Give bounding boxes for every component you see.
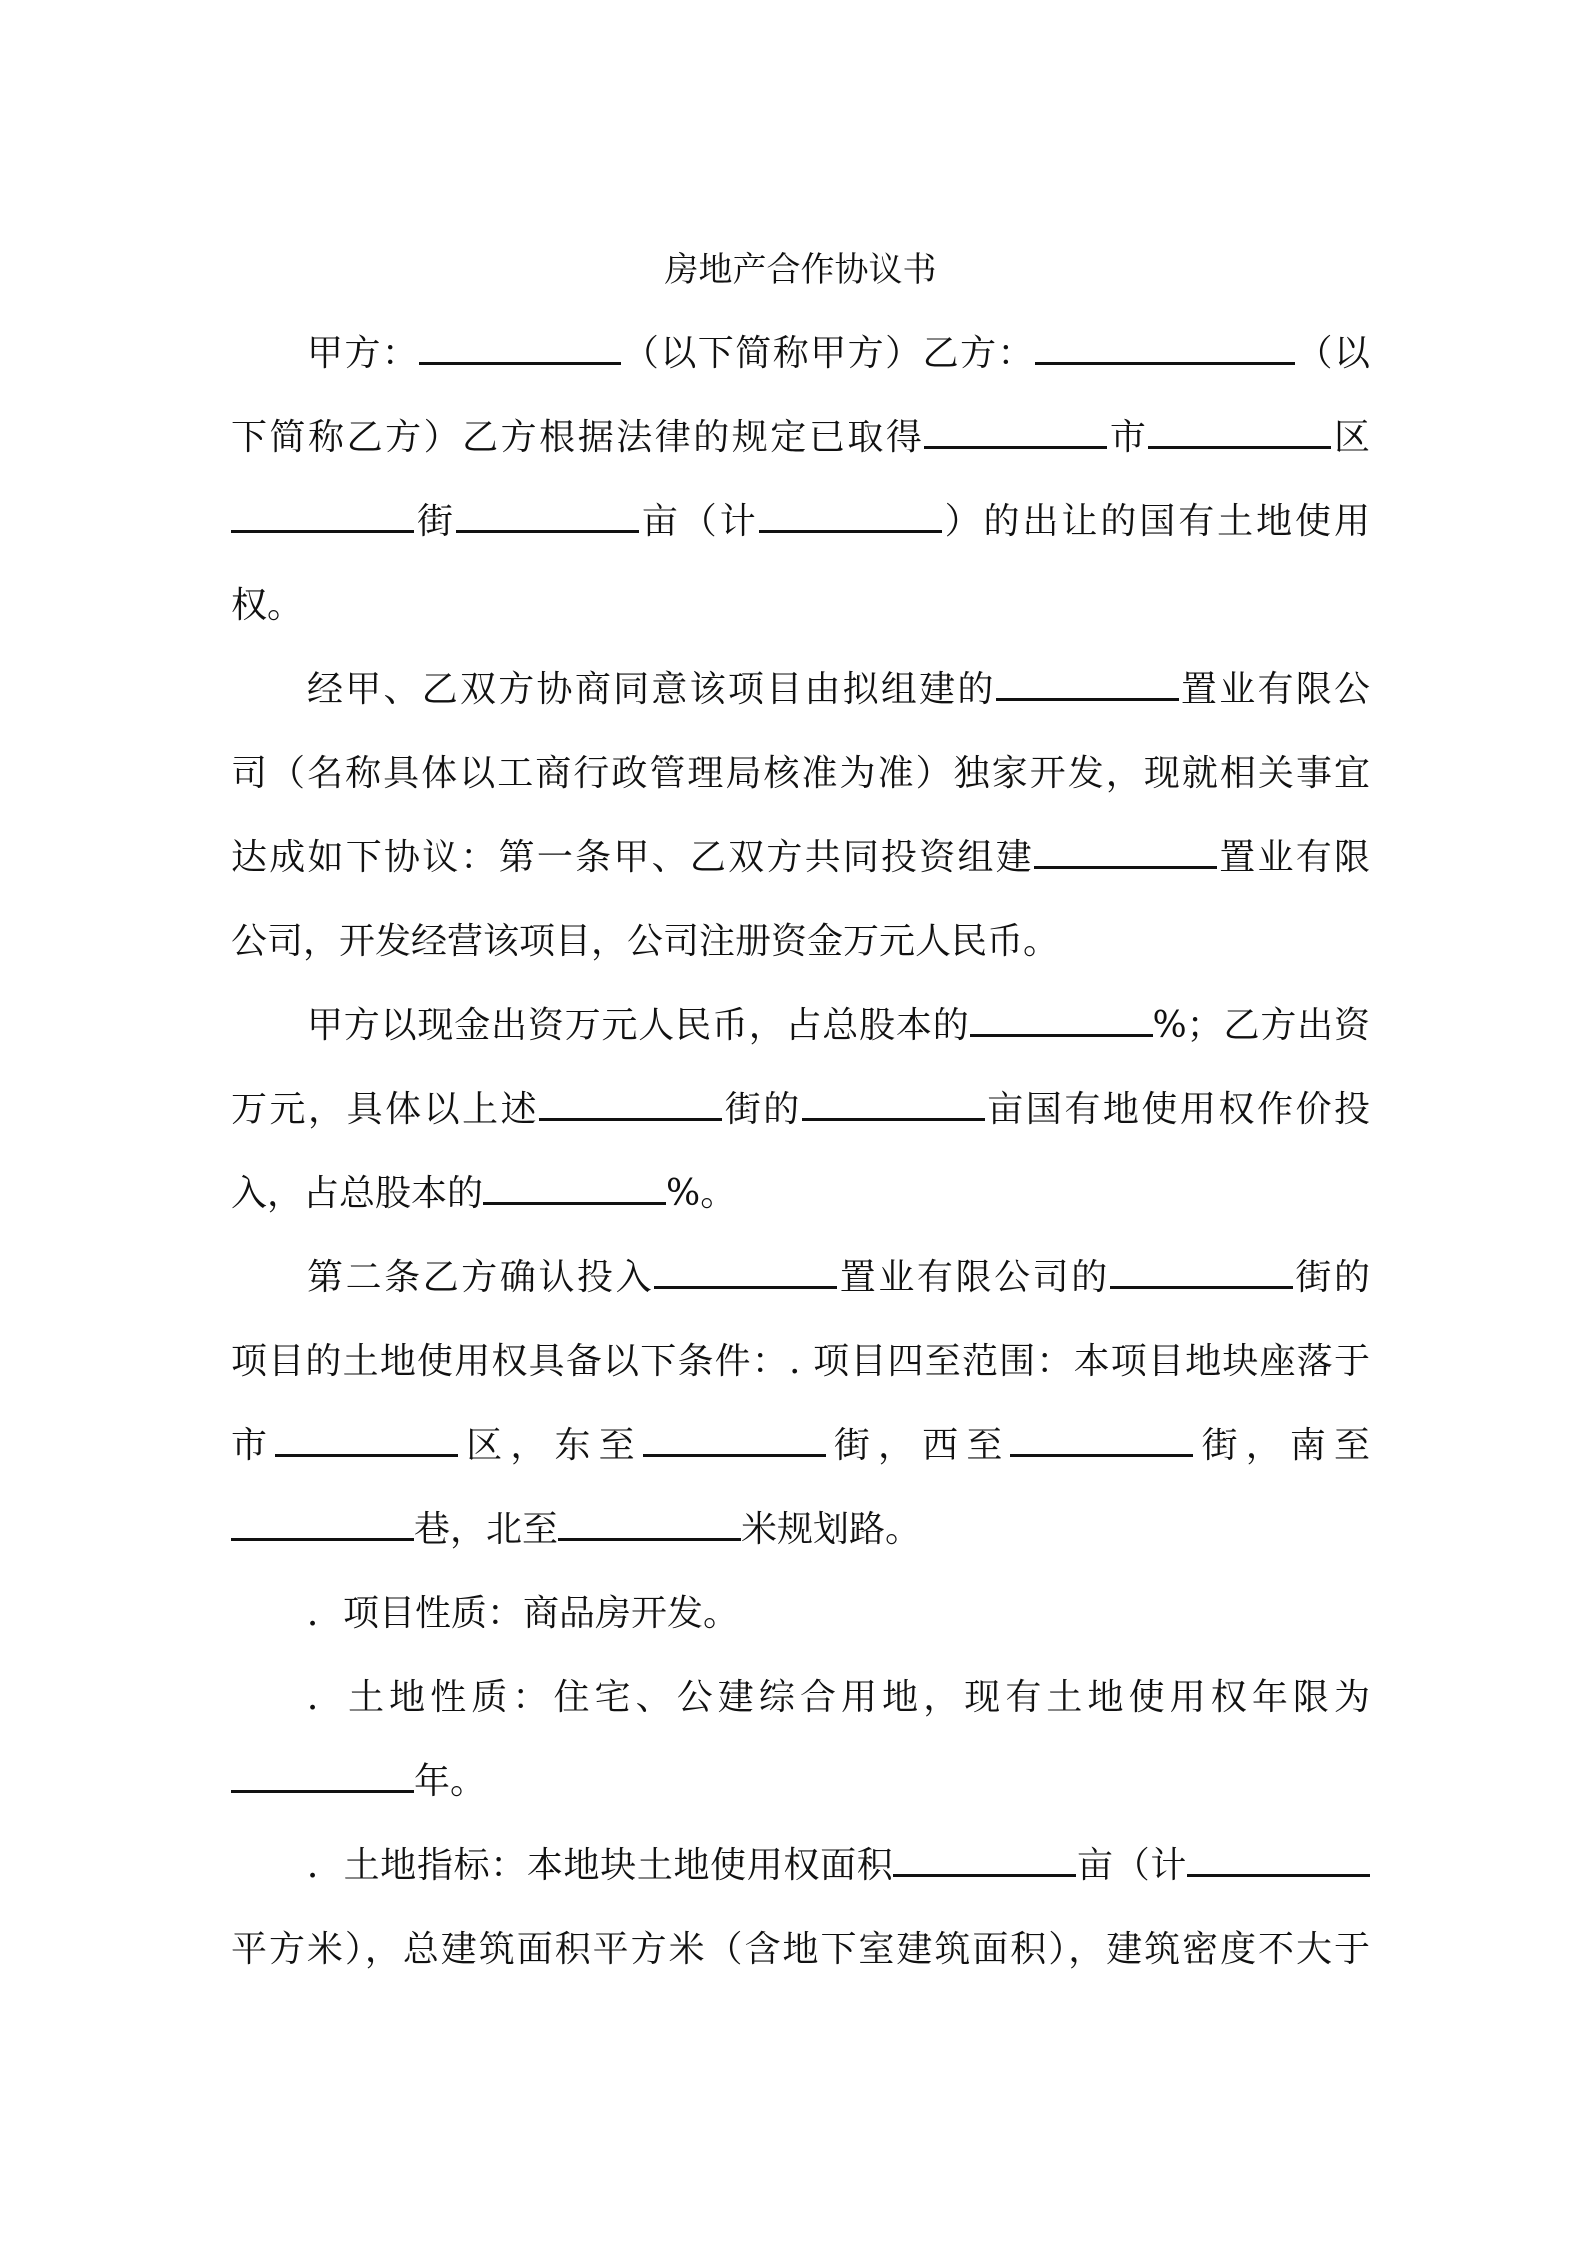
- text-line: [231, 816, 1370, 900]
- text-line: [231, 648, 1370, 732]
- text-segment: %。: [666, 1173, 737, 1214]
- text-line: [231, 1488, 1370, 1572]
- fill-in-blank: [970, 1004, 1153, 1037]
- text-line: [231, 396, 1370, 480]
- text-line: [231, 1404, 1370, 1488]
- text-segment: 巷，北至: [414, 1509, 559, 1550]
- text-segment: 区: [1331, 417, 1370, 458]
- text-segment: 第二条乙方确认投入: [307, 1257, 655, 1298]
- text-segment: %；乙方出资: [1152, 1005, 1370, 1046]
- fill-in-blank: [893, 1844, 1076, 1877]
- text-segment: 公司，开发经营该项目，公司注册资金万元人民币。: [231, 921, 1060, 962]
- text-segment: 亩（计: [638, 501, 759, 542]
- fill-in-blank: [654, 1256, 837, 1289]
- text-segment: 达成如下协议：第一条甲、乙双方共同投资组建: [231, 837, 1035, 878]
- text-segment: 街的: [1292, 1257, 1370, 1298]
- text-segment: 区，东至: [458, 1425, 643, 1466]
- text-segment: （以下简称甲方）乙方：: [621, 333, 1036, 374]
- fill-in-blank: [231, 1508, 414, 1541]
- fill-in-blank: [1187, 1844, 1370, 1877]
- fill-in-blank: [419, 332, 621, 365]
- text-segment: ．土地指标：本地块土地使用权面积: [307, 1845, 894, 1886]
- fill-in-blank: [643, 1424, 826, 1457]
- fill-in-blank: [759, 500, 942, 533]
- fill-in-blank: [1110, 1256, 1293, 1289]
- text-segment: 年。: [414, 1761, 487, 1802]
- text-segment: 街，南至: [1193, 1425, 1370, 1466]
- document-title: 房地产合作协议书: [664, 250, 937, 290]
- text-segment: 经甲、乙双方协商同意该项目由拟组建的: [307, 669, 996, 710]
- text-line: [231, 1824, 1370, 1908]
- fill-in-blank: [1035, 332, 1295, 365]
- fill-in-blank: [558, 1508, 741, 1541]
- text-line: [231, 984, 1370, 1068]
- text-line: [231, 564, 1370, 648]
- fill-in-blank: [802, 1088, 985, 1121]
- text-line: [231, 1236, 1370, 1320]
- fill-in-blank: [1010, 1424, 1193, 1457]
- text-line: [231, 732, 1370, 816]
- text-segment: 亩国有地使用权作价投: [984, 1089, 1370, 1130]
- text-segment: ）的出让的国有土地使用: [941, 501, 1370, 542]
- fill-in-blank: [275, 1424, 458, 1457]
- text-line: [231, 1068, 1370, 1152]
- fill-in-blank: [539, 1088, 722, 1121]
- text-line: [231, 900, 1370, 984]
- text-line: [231, 1152, 1370, 1236]
- text-segment: 街，西至: [825, 1425, 1011, 1466]
- text-segment: 平方米），总建筑面积平方米（含地下室建筑面积），建筑密度不大于: [231, 1929, 1370, 1970]
- text-segment: 项目的土地使用权具备以下条件：. 项目四至范围：本项目地块座落于: [231, 1341, 1370, 1382]
- text-line: [231, 1740, 1370, 1824]
- text-segment: 置业有限: [1217, 837, 1370, 878]
- text-line: [231, 480, 1370, 564]
- text-segment: 入，占总股本的: [231, 1173, 484, 1214]
- text-line: [231, 1320, 1370, 1404]
- fill-in-blank: [924, 416, 1107, 449]
- fill-in-blank: [456, 500, 639, 533]
- text-segment: （以: [1295, 333, 1370, 374]
- text-segment: 街: [414, 501, 456, 542]
- text-segment: 司（名称具体以工商行政管理局核准为准）独家开发，现就相关事宜: [231, 753, 1370, 794]
- text-segment: 米规划路。: [741, 1509, 922, 1550]
- text-line: [231, 1656, 1370, 1740]
- text-segment: 权。: [231, 585, 304, 626]
- fill-in-blank: [1148, 416, 1331, 449]
- fill-in-blank: [1034, 836, 1217, 869]
- text-line: [231, 312, 1370, 396]
- text-segment: 下简称乙方）乙方根据法律的规定已取得: [231, 417, 925, 458]
- text-segment: 街的: [722, 1089, 802, 1130]
- fill-in-blank: [231, 500, 414, 533]
- text-line: [231, 1908, 1370, 1992]
- text-line: [231, 1572, 1370, 1656]
- text-segment: 亩（计: [1076, 1845, 1187, 1886]
- text-segment: ．项目性质：商品房开发。: [307, 1593, 740, 1634]
- document-body: [231, 312, 1370, 1992]
- text-segment: 万元，具体以上述: [231, 1089, 540, 1130]
- text-segment: 市: [1107, 417, 1149, 458]
- text-segment: ．土地性质：住宅、公建综合用地，现有土地使用权年限为: [307, 1677, 1370, 1718]
- fill-in-blank: [231, 1760, 414, 1793]
- fill-in-blank: [996, 668, 1179, 701]
- text-segment: 市: [231, 1425, 276, 1466]
- text-segment: 置业有限公司的: [837, 1257, 1110, 1298]
- text-segment: 置业有限公: [1178, 669, 1370, 710]
- fill-in-blank: [483, 1172, 666, 1205]
- text-segment: 甲方：: [307, 333, 420, 374]
- document-page: [231, 228, 1370, 1992]
- text-segment: 甲方以现金出资万元人民币，占总股本的: [307, 1005, 970, 1046]
